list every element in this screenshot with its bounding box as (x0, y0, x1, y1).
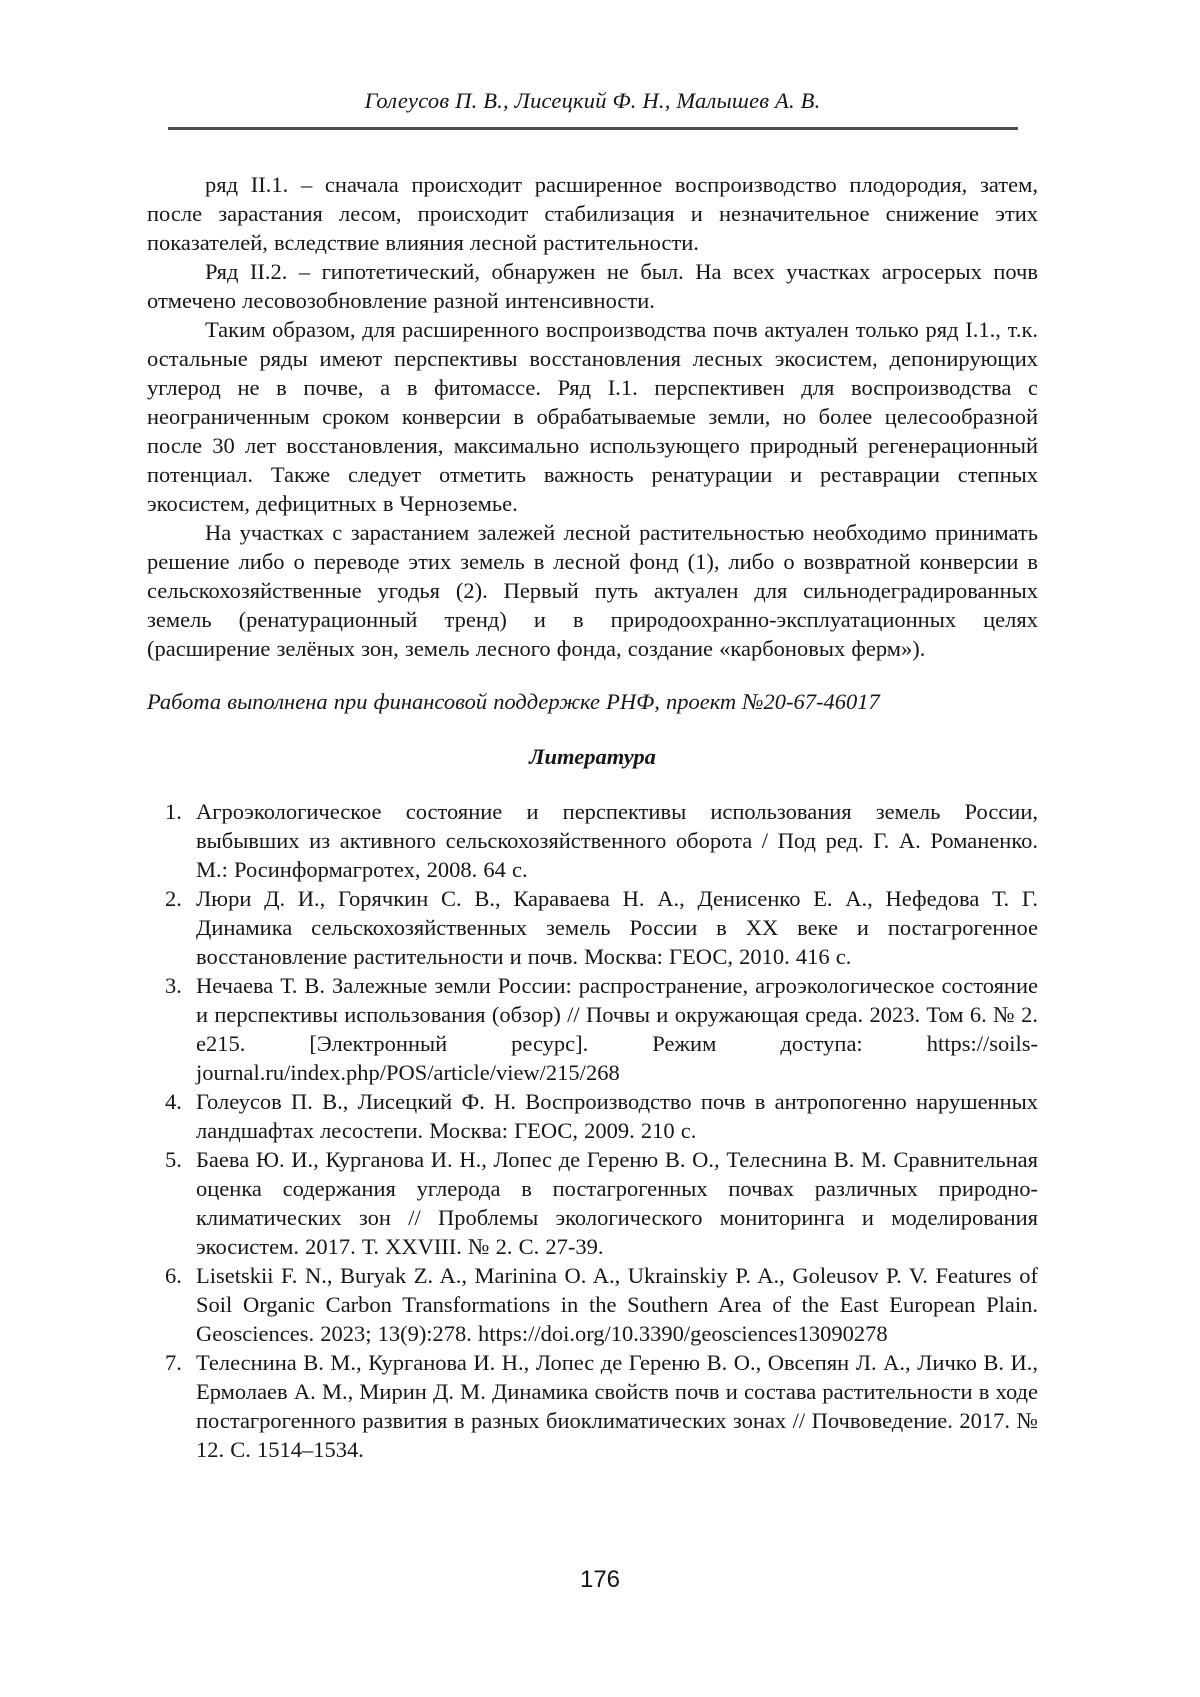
reference-number: 7. (165, 1350, 182, 1375)
reference-text: Нечаева Т. В. Залежные земли России: распространение, агроэкологическое состояние и перспективы использования (обзор) // Почвы и окружающая среда. 2023. Том 6. № 2. e215. [Электронный ресурс]. Режим доступа: https://soils-journal.ru/index.php/POS/article/view/215/268 (196, 973, 1038, 1085)
running-header: Голеусов П. В., Лисецкий Ф. Н., Малышев А. В. (364, 88, 821, 113)
reference-number: 4. (165, 1089, 182, 1114)
reference-item (147, 1261, 1038, 1348)
reference-item (147, 1145, 1038, 1261)
reference-text: Голеусов П. В., Лисецкий Ф. Н. Воспроизводство почв в антропогенно нарушенных ландшафтах лесостепи. Москва: ГЕОС, 2009. 210 с. (196, 1089, 1038, 1143)
body-paragraph-1: ряд II.1. – сначала происходит расширенное воспроизводство плодородия, затем, после зарастания лесом, происходит стабилизация и незначительное снижение этих показателей, вследствие влияния лесной растительности. (147, 172, 1038, 255)
reference-item (147, 1087, 1038, 1145)
references-list (147, 797, 1038, 1464)
reference-text: Люри Д. И., Горячкин С. В., Караваева Н. А., Денисенко Е. А., Нефедова Т. Г. Динамика сельскохозяйственных земель России в XX веке и постагрогенное восстановление растительности и почв. Москва: ГЕОС, 2010. 416 с. (196, 886, 1038, 969)
reference-item (147, 1348, 1038, 1464)
page-number: 176 (579, 1566, 621, 1593)
reference-number: 1. (165, 799, 182, 824)
reference-number: 6. (165, 1263, 182, 1288)
reference-number: 2. (165, 886, 182, 911)
header-rule (168, 127, 1018, 130)
funding-note: Работа выполнена при финансовой поддержке РНФ, проект №20-67-46017 (147, 689, 880, 714)
reference-item (147, 971, 1038, 1087)
reference-text: Телеснина В. М., Курганова И. Н., Лопес де Гереню В. О., Овсепян Л. А., Личко В. И., Ермолаев А. М., Мирин Д. М. Динамика свойств почв и состава растительности в ходе постагрогенного развития в разных биоклиматических зонах // Почвоведение. 2017. № 12. С. 1514–1534. (196, 1350, 1038, 1462)
reference-text: Баева Ю. И., Курганова И. Н., Лопес де Гереню В. О., Телеснина В. М. Сравнительная оценка содержания углерода в постагрогенных почвах различных природно-климатических зон // Проблемы экологического мониторинга и моделирования экосистем. 2017. Т. XXVIII. № 2. С. 27-39. (196, 1147, 1038, 1259)
references-heading: Литература (529, 744, 656, 769)
reference-number: 5. (165, 1147, 182, 1172)
body-paragraph-3: Таким образом, для расширенного воспроизводства почв актуален только ряд I.1., т.к. остальные ряды имеют перспективы восстановления лесных экосистем, депонирующих углерод не в почве, а в фитомассе. Ряд I.1. перспективен для воспроизводства с неограниченным сроком конверсии в обрабатываемые земли, но более целесообразной после 30 лет восстановления, максимально использующего природный регенерационный потенциал. Также следует отметить важность ренатурации и реставрации степных экосистем, дефицитных в Черноземье. (147, 317, 1038, 516)
reference-text: Агроэкологическое состояние и перспективы использования земель России, выбывших из активного сельскохозяйственного оборота / Под ред. Г. А. Романенко. М.: Росинформагротех, 2008. 64 с. (196, 799, 1038, 882)
body-paragraph-2: Ряд II.2. – гипотетический, обнаружен не был. На всех участках агросерых почв отмечено лесовозобновление разной интенсивности. (147, 259, 1038, 313)
reference-item (147, 797, 1038, 884)
body-paragraph-4: На участках с зарастанием залежей лесной растительностью необходимо принимать решение либо о переводе этих земель в лесной фонд (1), либо о возвратной конверсии в сельскохозяйственные угодья (2). Первый путь актуален для сильнодеградированных земель (ренатурационный тренд) и в природоохранно-эксплуатационных целях (расширение зелёных зон, земель лесного фонда, создание «карбоновых ферм»). (147, 520, 1038, 661)
reference-text: Lisetskii F. N., Buryak Z. A., Marinina O. A., Ukrainskiy P. A., Goleusov P. V. Features of Soil Organic Carbon Transformations in the Southern Area of the East European Plain. Geosciences. 2023; 13(9):278. https://doi.org/10.3390/geosciences13090278 (196, 1263, 1038, 1346)
page-content (147, 170, 1038, 1464)
reference-item (147, 884, 1038, 971)
reference-number: 3. (165, 973, 182, 998)
